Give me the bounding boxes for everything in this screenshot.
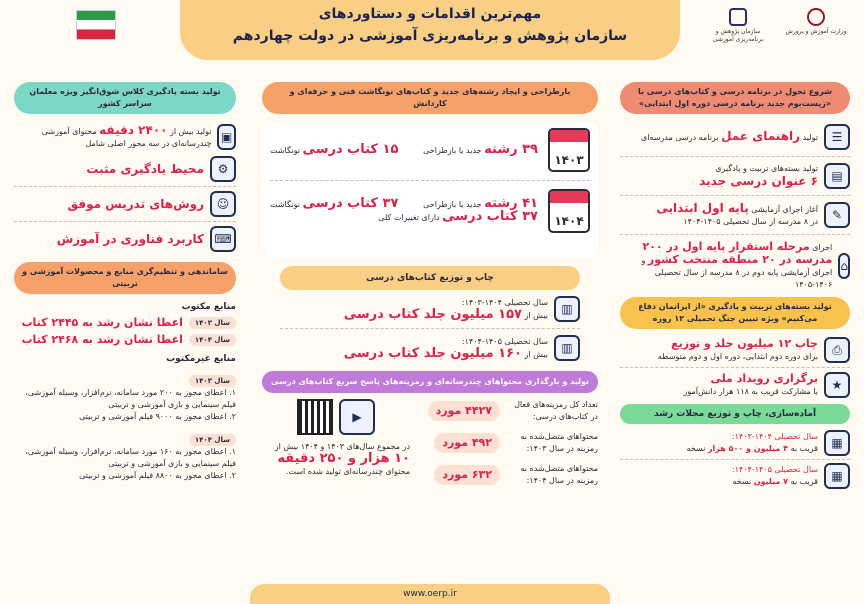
books-icon: ▥ — [554, 335, 580, 361]
media-heading: تولید و بارگذاری محتواهای چندرسانه‌ای و رمزینه‌های پاسخ سریع کتاب‌های درسی — [262, 371, 598, 393]
section-heading: بازطراحی و ایجاد رشته‌های جدید و کتاب‌های نونگاشت فنی و حرفه‌ای و کاردانش — [262, 82, 598, 114]
pencil-icon: ✎ — [824, 202, 850, 228]
calendar-icon: ۱۴۰۳ — [548, 128, 590, 172]
list-item: ☺ روش‌های تدریس موفق — [14, 191, 236, 217]
list-item: ⌨ کاربرد فناوری در آموزش — [14, 226, 236, 252]
video-icon: ▣ — [217, 124, 236, 150]
stat-row: محتواهای متصل‌شده به رمزینه در سال ۱۴۰۳: ۴۹۲ مورد — [418, 431, 598, 455]
stat-row: محتواهای متصل‌شده به رمزینه در سال ۱۴۰۴: ۶۳۲ مورد — [418, 463, 598, 487]
school-icon: ⌂ — [838, 253, 850, 279]
media-summary: ▶ در مجموع سال‌های ۱۴۰۳ و ۱۴۰۴ بیش از ۱۰ هزار و ۲۵۰ دقیقه محتوای چندرسانه‌ای تولید شده است. — [262, 399, 410, 487]
axes-list — [14, 156, 236, 252]
document-icon: ☰ — [824, 124, 850, 150]
nonwritten-title: منابع غیرمکتوب — [166, 354, 236, 364]
qr-code-icon — [297, 399, 333, 435]
media-section — [262, 399, 598, 487]
page-title-line1: مهم‌ترین اقدامات و دستاوردهای — [318, 6, 542, 22]
magazine-heading: آماده‌سازی، چاپ و توزیع مجلات رشد — [620, 404, 850, 424]
org-logo: سازمان پژوهش و برنامه‌ریزی آموزشی — [704, 8, 772, 54]
list-item: ✎ آغاز اجرای آزمایشی پایه اول ابتدایی در ۸ مدرسه از سال تحصیلی ۱۴۰۵-۱۴۰۴ — [620, 202, 850, 228]
printer-icon: ⎙ — [824, 337, 850, 363]
flag-icon — [76, 10, 116, 40]
section-heading: شروع تحول در برنامه درسی و کتاب‌های درسی با «زیست‌بوم جدید برنامه درسی دوره اول ابتدایی» — [620, 82, 850, 114]
list-item: سال ۱۴۰۳ ۱. اعطای مجوز به ۲۰۰ مورد سامانه، نرم‌افزار، وسیله آموزشی، فیلم سینمایی و بازی آموزشی و تربیتی ۲. اعطای مجوز به ۹۰۰۰ فیلم آموزشی و تربیتی — [25, 377, 236, 421]
list-item: ▥ سال تحصیلی ۱۴۰۵-۱۴۰۴: بیش از ۱۶۰ میلیون جلد کتاب درسی — [280, 335, 580, 361]
list-item: ▦ سال تحصیلی ۱۴۰۵-۱۴۰۴: قریب به ۷ میلیون نسخه — [620, 463, 850, 489]
event-icon: ★ — [824, 372, 850, 398]
books-icon: ▥ — [554, 296, 580, 322]
magazine-icon: ▦ — [824, 430, 850, 456]
footer-url[interactable]: www.oerp.ir — [250, 584, 610, 604]
print-list — [262, 290, 598, 367]
teacher-icon: ☺ — [210, 191, 236, 217]
year-row: ۱۴۰۳ ۳۹ رشته جدید یا بازطراحی ۱۵ کتاب درسی نونگاشت — [270, 128, 590, 172]
left-column — [14, 82, 236, 482]
laptop-icon: ⌨ — [210, 226, 236, 252]
media-stats — [418, 399, 598, 487]
war-package-heading: تولید بسته‌های تربیت و یادگیری «از ایرانمان دفاع می‌کنیم» ویژه تبیین جنگ تحمیلی ۱۲ روزه — [620, 297, 850, 329]
written-title: منابع مکتوب — [181, 302, 236, 312]
list-item: سال ۱۴۰۴ ۱. اعطای مجوز به ۱۶۰ مورد سامانه، نرم‌افزار، وسیله آموزشی، فیلم سینمایی و بازی آموزشی و تربیتی ۲. اعطای مجوز به ۸۸۰۰ فیلم آموزشی و تربیتی — [25, 436, 236, 480]
gear-icon: ⚙ — [210, 156, 236, 182]
ministry-logo: وزارت آموزش و پرورش — [782, 8, 850, 54]
right-column — [620, 82, 850, 492]
year-row: ۱۴۰۴ ۴۱ رشته جدید یا بازطراحی ۳۷ کتاب درسی نونگاشت ۳۷ کتاب درسی دارای تغییرات کلی — [270, 189, 590, 233]
years-box — [262, 122, 598, 258]
middle-column — [262, 82, 598, 487]
list-item: ▥ سال تحصیلی ۱۴۰۴-۱۴۰۳: بیش از ۱۵۷ میلیون جلد کتاب درسی — [280, 296, 580, 322]
calendar-icon: ۱۴۰۴ — [548, 189, 590, 233]
list-item: ▤ تولید بسته‌های تربیت و یادگیری ۶ عنوان درسی جدید — [620, 163, 850, 189]
list-item: سال ۱۴۰۳ اعطا نشان رشد به ۲۴۴۵ کتاب — [14, 316, 236, 329]
list-item: ⎙ چاپ ۱۲ میلیون جلد و توزیع برای دوره دوم ابتدایی، دوره اول و دوم متوسطه — [620, 337, 850, 363]
emblem-icon — [807, 8, 825, 26]
intro-item: ▣ تولید بیش از ۲۴۰۰ دقیقه محتوای آموزشی چندرسانه‌ای در سه محور اصلی شامل — [14, 124, 236, 150]
stat-row: تعداد کل رمزینه‌های فعال در کتاب‌های درسی: ۴۴۲۷ مورد — [418, 399, 598, 423]
section-heading: تولید بسته یادگیری کلاس شوق‌انگیز ویژه معلمان سراسر کشور — [14, 82, 236, 114]
media-icon: ▶ — [339, 399, 375, 435]
resources-heading: ساماندهی و تنظیم‌گری منابع و محصولات آموزشی و تربیتی — [14, 262, 236, 294]
list-item: ☰ تولید راهنمای عمل برنامه درسی مدرسه‌ای — [620, 124, 850, 150]
magazine-icon: ▦ — [824, 463, 850, 489]
list-item: ⌂ اجرای مرحله استقرار پایه اول در ۲۰۰ مدرسه در ۲۰ منطقه منتخب کشور و اجرای آزمایشی پایه دوم در ۸ مدرسه از سال تحصیلی ۱۴۰۶-۱۴۰۵ — [620, 241, 850, 291]
logos — [700, 8, 850, 54]
list-item: سال ۱۴۰۴ اعطا نشان رشد به ۲۴۶۸ کتاب — [14, 333, 236, 346]
written-list — [14, 316, 236, 346]
book-icon: ▤ — [824, 163, 850, 189]
list-item: ⚙ محیط یادگیری مثبت — [14, 156, 236, 182]
curriculum-list — [620, 124, 850, 291]
list-item: ★ برگزاری رویداد ملی با مشارکت قریب به ۱۱۸ هزار دانش‌آموز — [620, 372, 850, 398]
print-heading: چاپ و توزیع کتاب‌های درسی — [280, 266, 580, 290]
nonwritten-list — [14, 368, 236, 482]
page-header — [180, 0, 680, 60]
book-emblem-icon — [729, 8, 747, 26]
page-title-line2: سازمان پژوهش و برنامه‌ریزی آموزشی در دولت چهاردهم — [232, 28, 628, 44]
list-item: ▦ سال تحصیلی ۱۴۰۴-۱۴۰۳: قریب به ۴ میلیون و ۵۰۰ هزار نسخه — [620, 430, 850, 456]
